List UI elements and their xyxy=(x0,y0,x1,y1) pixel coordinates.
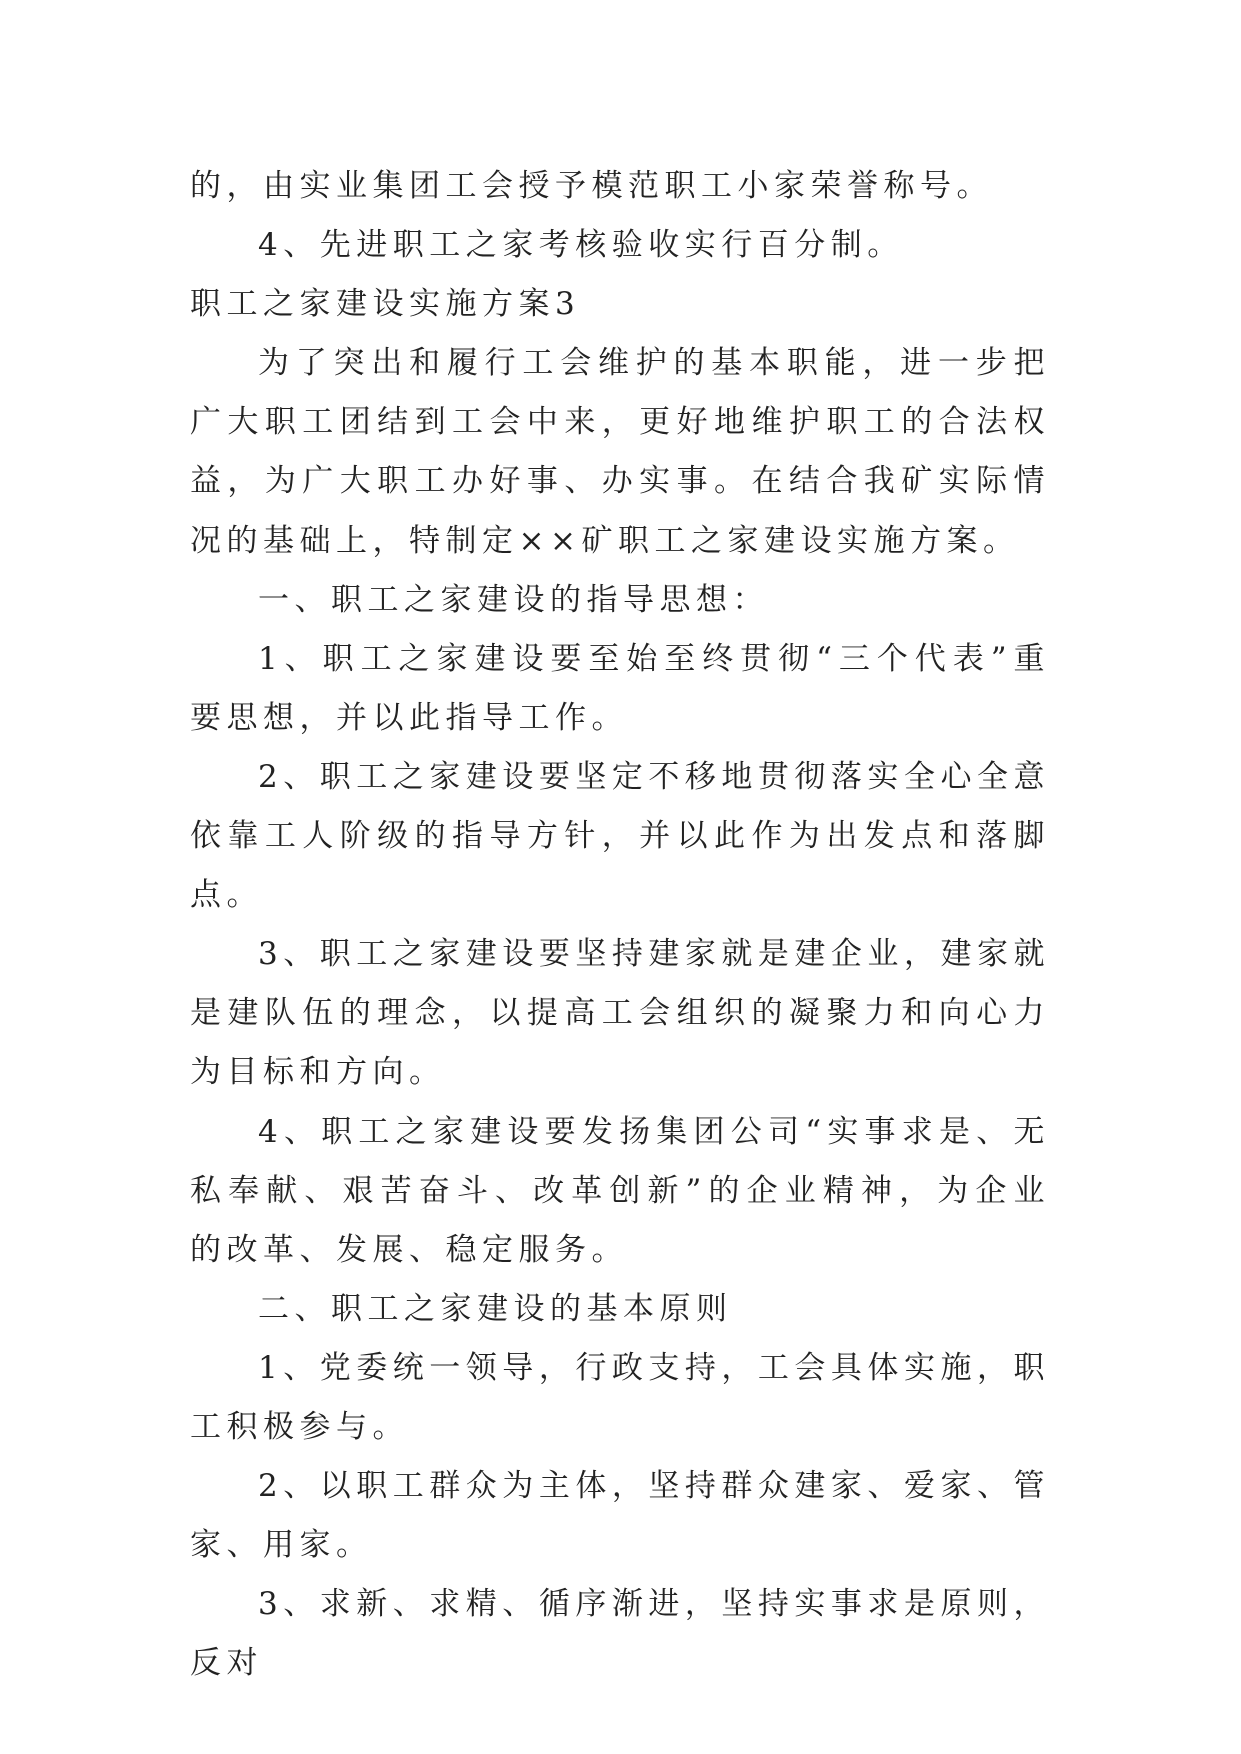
paragraph-guiding-1: 1、职工之家建设要至始至终贯彻“三个代表”重要思想，并以此指导工作。 xyxy=(190,640,1050,736)
document-body xyxy=(190,157,1050,1693)
section-title: 职工之家建设实施方案3 xyxy=(190,286,581,323)
paragraph-principle-3: 3、求新、求精、循序渐进，坚持实事求是原则，反对 xyxy=(190,1586,1050,1682)
heading-guiding-ideology: 一、职工之家建设的指导思想： xyxy=(258,581,769,618)
paragraph-guiding-3: 3、职工之家建设要坚持建家就是建企业，建家就是建队伍的理念，以提高工会组织的凝聚力和向心力为目标和方向。 xyxy=(190,936,1050,1091)
paragraph-item-4-assessment: 4、先进职工之家考核验收实行百分制。 xyxy=(258,227,904,264)
paragraph-principle-1: 1、党委统一领导，行政支持，工会具体实施，职工积极参与。 xyxy=(190,1349,1050,1445)
paragraph-guiding-4: 4、职工之家建设要发扬集团公司“实事求是、无私奉献、艰苦奋斗、改革创新”的企业精神，为企业的改革、发展、稳定服务。 xyxy=(190,1113,1050,1268)
paragraph-intro: 为了突出和履行工会维护的基本职能，进一步把广大职工团结到工会中来，更好地维护职工的合法权益，为广大职工办好事、办实事。在结合我矿实际情况的基础上，特制定××矿职工之家建设实施方案。 xyxy=(190,345,1050,559)
paragraph-principle-2: 2、以职工群众为主体，坚持群众建家、爱家、管家、用家。 xyxy=(190,1468,1050,1564)
paragraph-continuation: 的，由实业集团工会授予模范职工小家荣誉称号。 xyxy=(190,168,993,204)
heading-basic-principles: 二、职工之家建设的基本原则 xyxy=(258,1290,733,1327)
paragraph-guiding-2: 2、职工之家建设要坚定不移地贯彻落实全心全意依靠工人阶级的指导方针，并以此作为出发点和落脚点。 xyxy=(190,758,1050,914)
